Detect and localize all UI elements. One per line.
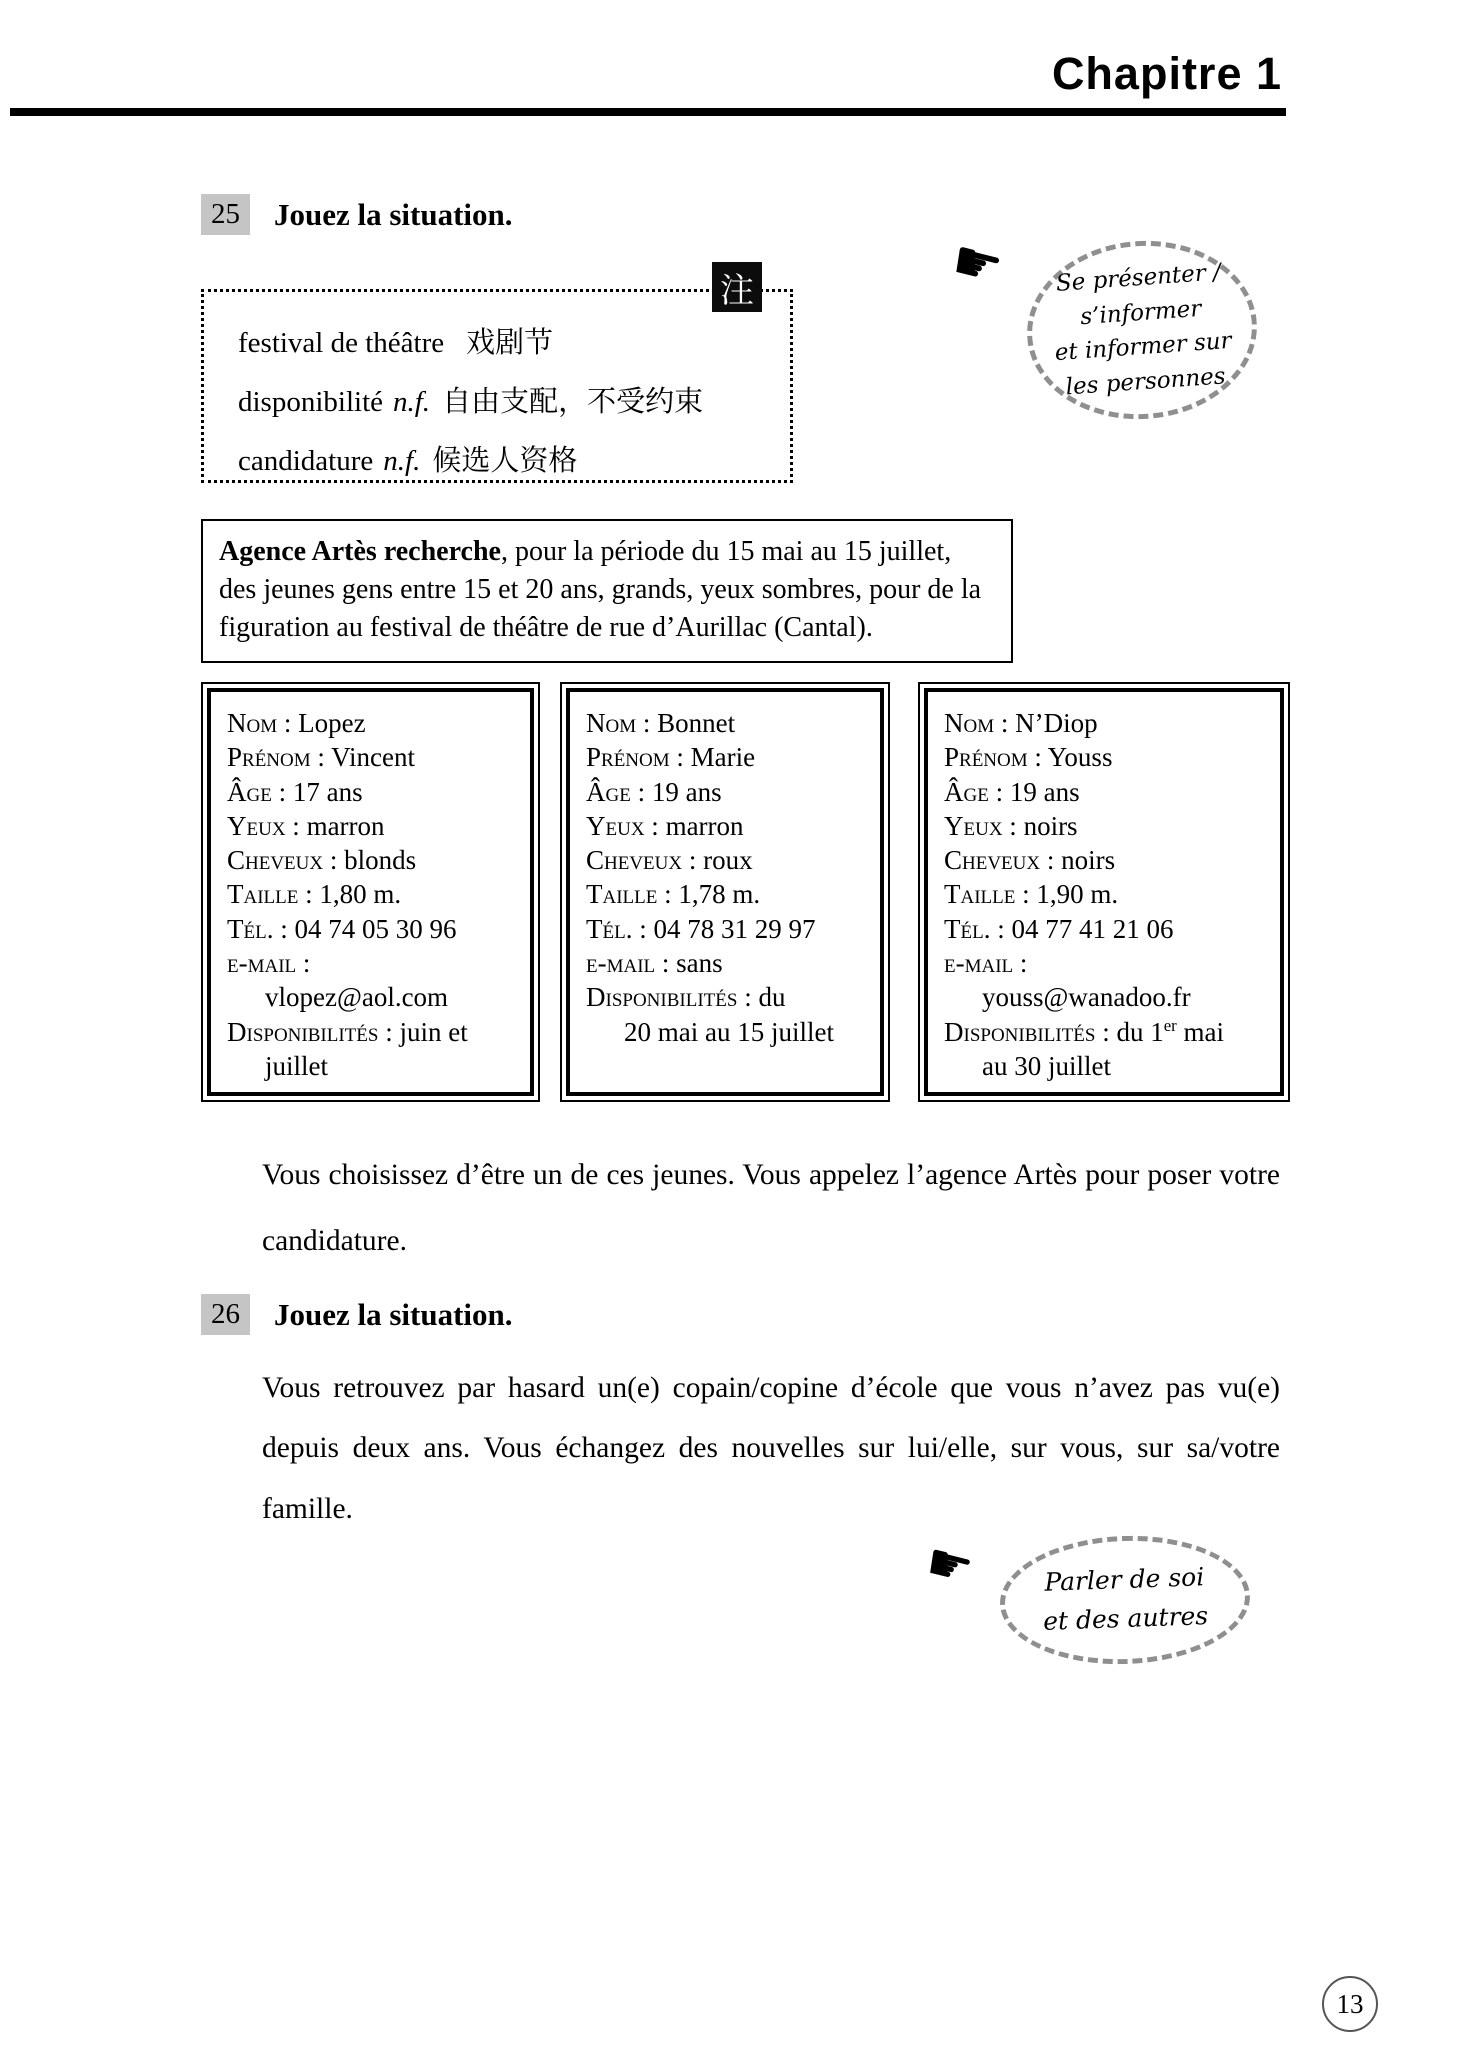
card-field-label: Cheveux xyxy=(586,845,683,876)
candidate-card-content xyxy=(924,688,1284,1096)
card-field-label: Yeux xyxy=(586,810,645,841)
pointing-hand-icon: ☛ xyxy=(944,226,1010,303)
card-field-value: 1,90 m. xyxy=(1036,879,1119,910)
card-field: Âge : 19 ans xyxy=(944,776,1080,807)
exercise-25-title: Jouez la situation. xyxy=(274,196,513,232)
vocab-translation: 戏剧节 xyxy=(466,325,554,359)
card-field: Nom : Lopez xyxy=(227,708,366,738)
card-field-label: Prénom xyxy=(586,742,670,773)
card-field-value: youss@wanadoo.fr xyxy=(982,982,1191,1013)
vocab-pos: n.f. xyxy=(383,445,421,477)
card-field-label: Taille xyxy=(227,879,299,910)
candidate-card-content xyxy=(207,688,534,1096)
card-field: e-mail : sans xyxy=(586,947,723,978)
card-field-label: Tél. xyxy=(586,913,633,944)
card-field-value: 17 ans xyxy=(292,776,363,807)
card-field-label: Tél. xyxy=(944,913,991,944)
card-field-label: Taille xyxy=(586,879,658,910)
card-field-label: Âge xyxy=(586,776,631,807)
card-field-value: 1,78 m. xyxy=(678,879,761,910)
card-field-label: Yeux xyxy=(944,810,1003,841)
card-field: Âge : 19 ans xyxy=(586,776,722,807)
candidate-card-lopez xyxy=(201,682,540,1102)
candidate-cards xyxy=(201,682,1291,1102)
card-field: Yeux : marron xyxy=(227,810,385,841)
exercise-25-instructions: Vous choisissez d’être un de ces jeunes. Vous appelez l’agence Artès pour poser votre candidature. xyxy=(262,1159,1280,1258)
goal-badge-line: et informer sur xyxy=(1053,327,1233,367)
card-field-label: e-mail xyxy=(944,947,1014,978)
card-field: e-mail : vlopez@aol.com xyxy=(227,947,449,1013)
announcement-lead: Agence Artès recherche xyxy=(219,536,501,567)
vocab-term: festival de théâtre xyxy=(238,327,445,359)
vocab-row xyxy=(238,320,790,361)
card-field-value: du 1 xyxy=(1116,1016,1164,1047)
card-field-value: mai xyxy=(1176,1016,1224,1047)
card-field: Prénom : Youss xyxy=(944,742,1113,773)
card-field-value: 04 78 31 29 97 xyxy=(653,913,816,944)
goal-badge-se-presenter xyxy=(1021,233,1263,427)
card-field-value: 04 77 41 21 06 xyxy=(1011,913,1174,944)
exercise-25-heading xyxy=(201,194,513,235)
card-field-value: marron xyxy=(306,810,385,841)
card-field-value: sans xyxy=(676,947,723,978)
card-field-value: au 30 juillet xyxy=(982,1050,1111,1081)
announcement-box xyxy=(201,519,1013,663)
card-field-value: 20 mai au 15 juillet xyxy=(624,1016,834,1047)
card-field: Taille : 1,78 m. xyxy=(586,879,761,910)
note-icon: 注 xyxy=(712,262,762,312)
card-field-label: Disponibilités xyxy=(227,1016,379,1047)
card-field: Disponibilités : du 1er mai au 30 juillet xyxy=(944,1015,1224,1081)
card-field-label: Disponibilités xyxy=(586,982,738,1013)
card-field-label: Nom xyxy=(944,708,995,738)
card-field: Yeux : noirs xyxy=(944,810,1078,841)
card-field: Tél. : 04 74 05 30 96 xyxy=(227,913,457,944)
card-field-value: 19 ans xyxy=(1009,776,1080,807)
card-field-value: Bonnet xyxy=(657,708,736,738)
goal-badge-line: s’informer xyxy=(1079,295,1203,330)
card-field: Cheveux : noirs xyxy=(944,845,1116,876)
vocab-translation: 候选人资格 xyxy=(432,443,578,477)
card-field-value: roux xyxy=(703,845,753,876)
card-field: Tél. : 04 78 31 29 97 xyxy=(586,913,816,944)
card-field: Yeux : marron xyxy=(586,810,744,841)
vocab-term: disponibilité xyxy=(238,386,383,418)
card-field-value: 19 ans xyxy=(651,776,722,807)
card-field-value-superscript: er xyxy=(1163,1015,1177,1035)
card-field-label: Nom xyxy=(227,708,278,738)
goal-badge-parler-de-soi xyxy=(998,1532,1252,1669)
header-rule xyxy=(10,108,1286,116)
card-field-label: e-mail xyxy=(227,947,297,978)
card-field-value: juin et xyxy=(399,1016,468,1047)
exercise-26-title: Jouez la situation. xyxy=(274,1296,513,1332)
exercise-26-instructions: Vous retrouvez par hasard un(e) copain/copine d’école que vous n’avez pas vu(e) depuis deux ans. Vous échangez des nouvelles sur lui/elle, sur vous, sur sa/votre famille. xyxy=(262,1372,1280,1525)
card-field-label: Cheveux xyxy=(944,845,1041,876)
card-field-label: Âge xyxy=(944,776,989,807)
card-field-value: Youss xyxy=(1047,742,1113,773)
card-field-label: Nom xyxy=(586,708,637,738)
card-field: Disponibilités : du 20 mai au 15 juillet xyxy=(586,982,834,1047)
announcement-body: , pour la période du 15 mai au 15 juillet, des jeunes gens entre 15 et 20 ans, grands, yeux sombres, pour de la figuration au festival de théâtre de rue d’Aurillac (Cantal). xyxy=(219,536,982,644)
vocab-box xyxy=(201,289,793,483)
vocab-pos: n.f. xyxy=(393,386,431,418)
exercise-26-number-badge: 26 xyxy=(201,1294,250,1335)
card-field: Nom : N’Diop xyxy=(944,708,1098,738)
exercise-25-number-badge: 25 xyxy=(201,194,250,235)
pointing-hand-icon: ☛ xyxy=(919,1531,980,1601)
card-field: Tél. : 04 77 41 21 06 xyxy=(944,913,1174,944)
vocab-translation: 自由支配，不受约束 xyxy=(442,384,704,418)
card-field-value: juillet xyxy=(265,1050,328,1081)
exercise-26-heading xyxy=(201,1294,513,1335)
card-field-label: Taille xyxy=(944,879,1016,910)
card-field-value: Lopez xyxy=(298,708,366,738)
card-field-label: Prénom xyxy=(944,742,1028,773)
goal-badge-line: les personnes xyxy=(1064,362,1227,400)
card-field-value: 04 74 05 30 96 xyxy=(294,913,457,944)
card-field-label: Disponibilités xyxy=(944,1016,1096,1047)
card-field-value: 1,80 m. xyxy=(319,879,402,910)
card-field-label: Tél. xyxy=(227,913,274,944)
card-field-value: vlopez@aol.com xyxy=(265,982,449,1013)
page-number: 13 xyxy=(1322,1976,1378,2032)
card-field: Disponibilités : juin et juillet xyxy=(227,1016,468,1081)
card-field: e-mail : youss@wanadoo.fr xyxy=(944,947,1191,1013)
goal-badge-line: Se présenter / xyxy=(1055,259,1222,297)
goal-badge-line: et des autres xyxy=(1042,1601,1209,1636)
card-field-value: noirs xyxy=(1061,845,1116,876)
vocab-row xyxy=(238,438,790,479)
card-field-label: Yeux xyxy=(227,810,286,841)
card-field-label: Cheveux xyxy=(227,845,324,876)
card-field: Âge : 17 ans xyxy=(227,776,363,807)
card-field: Cheveux : blonds xyxy=(227,845,417,876)
card-field-value: blonds xyxy=(344,845,417,876)
card-field: Cheveux : roux xyxy=(586,845,753,876)
card-field-label: Âge xyxy=(227,776,272,807)
card-field-value: du xyxy=(758,982,786,1013)
card-field: Nom : Bonnet xyxy=(586,708,736,738)
card-field-value: N’Diop xyxy=(1015,708,1098,738)
candidate-card-content xyxy=(566,688,884,1096)
card-field: Prénom : Marie xyxy=(586,742,756,773)
card-field-value: Marie xyxy=(690,742,756,773)
goal-badge-line: Parler de soi xyxy=(1043,1562,1205,1598)
card-field-value: Vincent xyxy=(331,742,416,773)
card-field-label: Prénom xyxy=(227,742,311,773)
card-field: Taille : 1,80 m. xyxy=(227,879,402,910)
card-field-value: noirs xyxy=(1023,810,1078,841)
card-field: Prénom : Vincent xyxy=(227,742,416,773)
card-field-label: e-mail xyxy=(586,947,656,978)
candidate-card-ndiop xyxy=(918,682,1290,1102)
vocab-row xyxy=(238,379,790,420)
vocab-term: candidature xyxy=(238,445,374,477)
card-field-value: marron xyxy=(665,810,744,841)
card-field: Taille : 1,90 m. xyxy=(944,879,1119,910)
chapter-title: Chapitre 1 xyxy=(1051,48,1282,99)
candidate-card-bonnet xyxy=(560,682,890,1102)
